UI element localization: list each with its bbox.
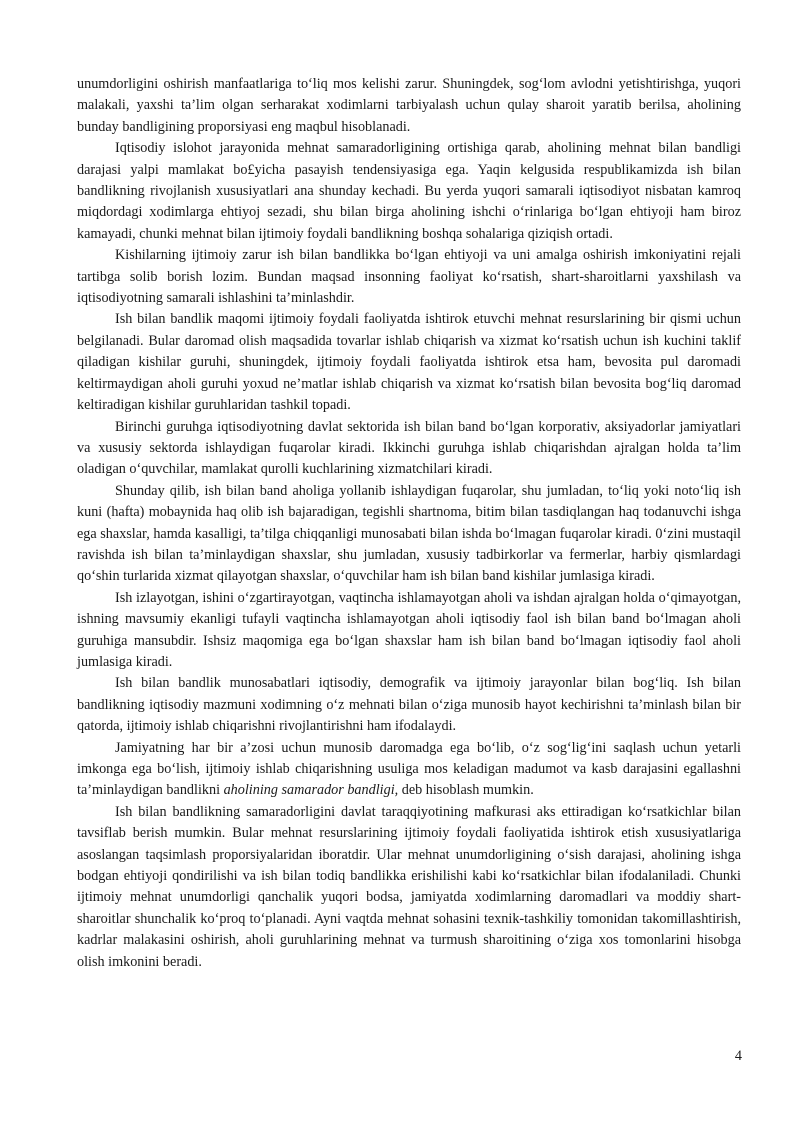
paragraph-3: Kishilarning ijtimoiy zarur ish bilan bandlikka bo‘lgan ehtiyoji va uni amalga oshirish imkoniyatini rejali tartibga solib borish lozim. Bundan maqsad insonning faoliyat ko‘rsatish, shart-sharoitlarni yaxshilash va iqtisodiyotning samarali ishlashini ta’minlashdir. (77, 247, 741, 307)
paragraph-9-text-before: Jamiyatning har bir a’zosi uchun munosib daromadga ega bo‘lib, o‘z sog‘lig‘ini saqlash uchun yetarli imkonga ega bo‘lish, ijtimoiy ishlab chiqarishning usuliga mos keladigan madumot va kasb darajasini egallashni ta’minlaydigan bandlikni (77, 739, 741, 799)
paragraph-6: Shunday qilib, ish bilan band aholiga yollanib ishlaydigan fuqarolar, shu jumladan, to‘liq yoki noto‘liq ish kuni (hafta) mobaynida haq olib ish bajaradigan, tegishli shartnoma, bitim bilan tasdiqlangan haq todanuvchi ishga ega shaxslar, hamda kasalligi, ta’tilga chiqqanligi munosabati bilan ishda bo‘lmagan fuqarolar kiradi. 0‘zini mustaqil ravishda ish bilan ta’minlaydigan shaxslar, shu jumladan, xususiy tadbirkorlar va fermerlar, harbiy qismlardagi qo‘shin turlarida xizmat qilayotgan shaxslar, o‘quvchilar ham ish bilan band kishilar jumlasiga kiradi. (77, 482, 741, 585)
paragraph-9-text-after: deb hisoblash mumkin. (398, 782, 534, 799)
paragraph-7: Ish izlayotgan, ishini o‘zgartirayotgan, vaqtincha ishlamayotgan aholi va ishdan ajralgan holda o‘qimayotgan, ishning mavsumiy ekanligi tufayli vaqtincha ishlamayotgan aholi iqtisodiy faol ish bilan band bo‘lmagan aholi guruhiga mansubdir. Ishsiz maqomiga ega bo‘lgan shaxslar ham ish bilan band bo‘lmagan iqtisodiy faol aholi jumlasiga kiradi. (77, 589, 741, 670)
paragraph-2: Iqtisodiy islohot jarayonida mehnat samaradorligining ortishiga qarab, aholining mehnat bilan bandligi darajasi yalpi mamlakat bo£yicha pasayish tendensiyasiga ega. Yaqin kelgusida respublikamizda ish bilan bandlikning rivojlanish xususiyatlari ana shunday kechadi. Bu yerda yuqori samarali iqtisodiyot nisbatan kamroq miqdordagi xodimlarga ehtiyoj sezadi, shu bilan birga aholining ishchi o‘rinlariga bo‘lgan ehtiyoji ham biroz kamayadi, chunki mehnat bilan ijtimoiy foydali bandlikning boshqa sohalariga qiziqish ortadi. (77, 140, 741, 242)
document-page (77, 74, 741, 973)
paragraph-10: Ish bilan bandlikning samaradorligini davlat taraqqiyotining mafkurasi aks ettiradigan ko‘rsatkichlar bilan tavsiflab berish mumkin. Bular mehnat resurslarining ijtimoiy foydali faoliyatida ishtirok etish xususiyatlariga asoslangan taqsimlash proporsiyalaridan iboratdir. Ular mehnat unumdorligining o‘sish darajasi, aholining ishga bodgan ehtiyoji qondirilishi va ish bilan todiq bandlikka erishilishi kabi ko‘rsatkichlar bilan ifodalaniladi. Chunki ijtimoiy mehnat unumdorligi qanchalik yuqori bodsa, jamiyatda xodimlarning daromadlari va moddiy shart-sharoitlar shunchalik ko‘proq to‘planadi. Ayni vaqtda mehnat sohasini texnik-tashkiliy tomonidan takomillashtirish, kadrlar malakasini oshirish, aholi guruhlarining mehnat va turmush sharoitining o‘ziga xos tomonlarini hisobga olish imkonini beradi. (77, 803, 741, 970)
paragraph-9 (77, 738, 741, 802)
paragraph-9-emphasis: aholining samarador bandligi, (223, 782, 399, 799)
paragraph-5: Birinchi guruhga iqtisodiyotning davlat sektorida ish bilan band bo‘lgan korporativ, aksiyadorlar jamiyatlari va xususiy sektorda ishlaydigan fuqarolar kiradi. Ikkinchi guruhga ishlab chiqarishdan ajralgan holda ta’lim oladigan o‘quvchilar, mamlakat qurolli kuchlarining xizmatchilari kiradi. (77, 418, 741, 478)
paragraph-1: unumdorligini oshirish manfaatlariga to‘liq mos kelishi zarur. Shuningdek, sog‘lom avlodni yetishtirishga, yuqori malakali, yaxshi ta’lim olgan serharakat xodimlarni tarbiyalash uchun qulay sharoit yaratib berilsa, aholining bunday bandligining proporsiyasi eng maqbul hisoblanadi. (77, 76, 741, 135)
page-number: 4 (734, 1048, 742, 1064)
paragraph-4: Ish bilan bandlik maqomi ijtimoiy foydali faoliyatda ishtirok etuvchi mehnat resurslarining bir qismi uchun belgilanadi. Bular daromad olish maqsadida tovarlar ishlab chiqarish va xizmat ko‘rsatish uchun ish kuchini taklif qiladigan kishilar guruhi, shuningdek, ijtimoiy foydali faoliyatda ishtirok etsa ham, bevosita pul daromadi keltirmaydigan aholi guruhi yoxud ne’matlar ishlab chiqarish va xizmat ko‘rsatish bilan bevosita bog‘liq daromad keltiradigan kishilar guruhlaridan tashkil topadi. (77, 311, 741, 414)
paragraph-8: Ish bilan bandlik munosabatlari iqtisodiy, demografik va ijtimoiy jarayonlar bilan bog‘liq. Ish bilan bandlikning iqtisodiy mazmuni xodimning o‘z mehnati bilan o‘ziga munosib hayot kechirishni ta’minlash bilan bir qatorda, ijtimoiy ishlab chiqarishni rivojlantirishni ham ifodalaydi. (77, 675, 741, 735)
